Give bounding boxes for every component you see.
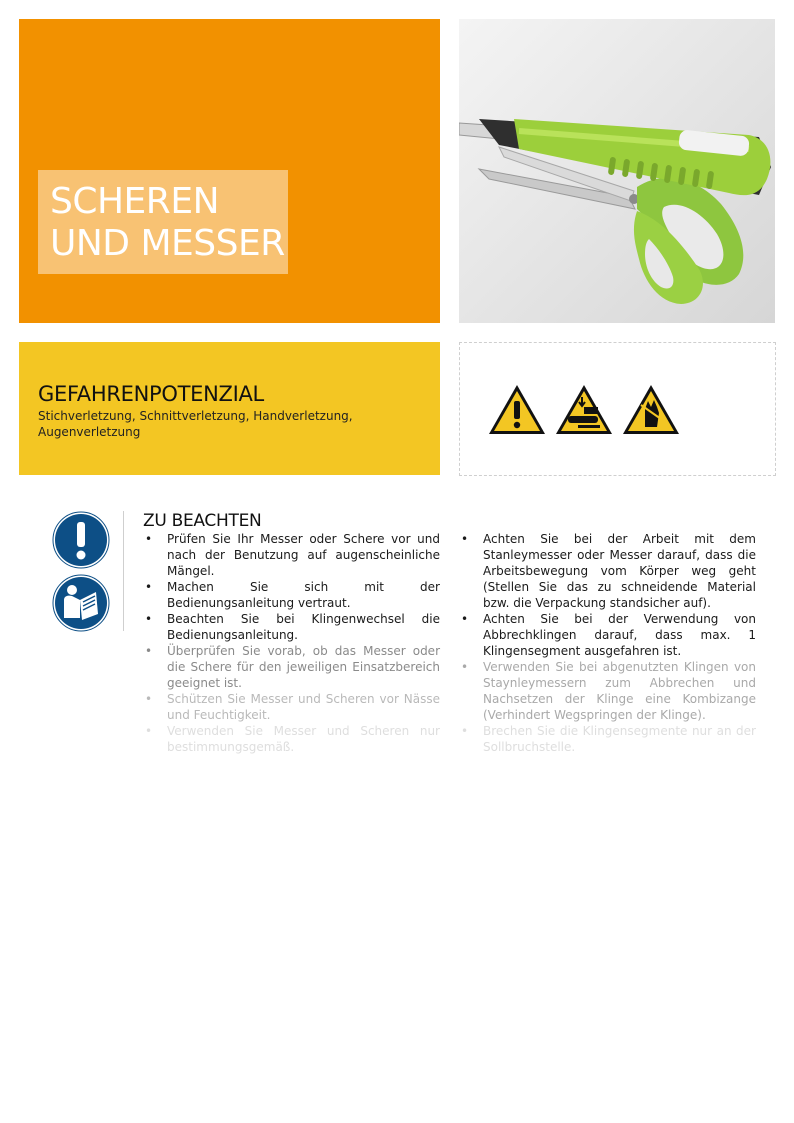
read-manual-icon [52,574,110,632]
divider [123,511,124,631]
list-item: • Verwenden Sie bei abgenutzten Klingen von Staynleymessern zum Abbrechen und Nachsetzen der Klinge eine Kombizange (Verhindert Wegspringen der Klinge). [459,659,756,723]
title-box [38,170,288,274]
notes-list-right [459,531,756,755]
hand-crush-warning-icon [554,383,614,437]
list-item: • Schützen Sie Messer und Scheren vor Nässe und Feuchtigkeit. [143,691,440,723]
page-title-line-2: UND MESSER [50,223,285,264]
page-title-line-1: SCHEREN [50,181,219,222]
list-item: • Machen Sie sich mit der Bedienungsanleitung vertraut. [143,579,440,611]
cutter-knife-and-scissors-photo [459,19,775,323]
warning-signs-panel [459,342,776,476]
hazard-description: Stichverletzung, Schnittverletzung, Handverletzung, Augenverletzung [38,409,353,439]
list-item: • Prüfen Sie Ihr Messer oder Schere vor und nach der Benutzung auf augenscheinliche Mängel. [143,531,440,579]
product-photo [459,19,775,323]
list-item: • Achten Sie bei der Verwendung von Abbrechklingen darauf, dass max. 1 Klingensegment ausgefahren ist. [459,611,756,659]
list-item: • Achten Sie bei der Arbeit mit dem Stanleymesser oder Messer darauf, dass die Arbeitsbewegung vom Körper weg geht (Stellen Sie das zu schneidende Material bzw. die Verpackung standsicher auf). [459,531,756,611]
exclamation-mandatory-icon [52,511,110,569]
list-item: • Überprüfen Sie vorab, ob das Messer oder die Schere für den jeweiligen Einsatzbereich geeignet ist. [143,643,440,691]
title-panel [19,19,440,323]
list-item: • Beachten Sie bei Klingenwechsel die Bedienungsanleitung. [143,611,440,643]
general-warning-icon [487,383,547,437]
hazard-panel [19,342,440,475]
list-item: • Verwenden Sie Messer und Scheren nur bestimmungsgemäß. [143,723,440,755]
notes-list-left [143,531,440,755]
hazard-title: GEFAHRENPOTENZIAL [38,382,264,406]
cut-hand-warning-icon [621,383,681,437]
list-item: • Brechen Sie die Klingensegmente nur an der Sollbruchstelle. [459,723,756,755]
notes-title: ZU BEACHTEN [143,511,262,531]
